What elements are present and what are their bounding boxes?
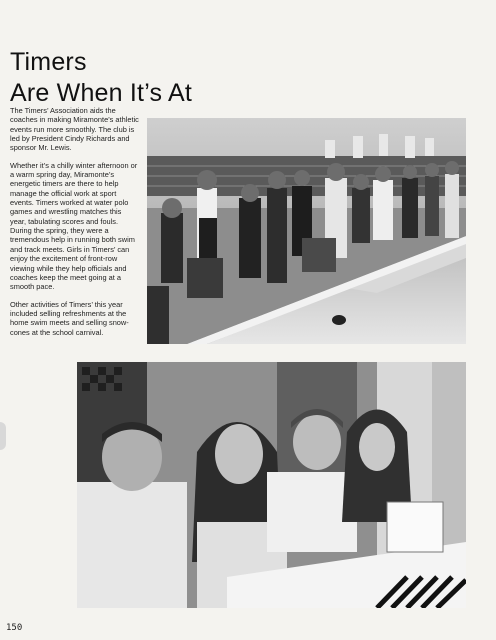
photo-poolside-timers [147,118,466,344]
title-line-1: Timers [10,47,87,76]
page-edge-tab [0,422,6,450]
paragraph-intro: The Timers’ Association aids the coaches in making Miramonte’s athletic events run more smoothly. The club is led by President Cindy Richards and sponsor Mr. Lewis. [10,106,139,153]
paragraph-activities: Whether it’s a chilly winter afternoon or a warm spring day, Miramonte’s energetic timers are there to help manage the official work at sport events. Timers worked at water polo games and wrestling matches this year, tabulating scores and fouls. During the spring, they were a tremendous help in running both swim and track meets. Girls in Timers’ can enjoy the excitement of front-row viewing while they help officials and coaches keep the meet going at a smooth pace. [10,160,138,292]
poolside-photo-image [147,118,466,344]
paragraph-other: Other activities of Timers’ this year included selling refreshments at the home swim meets and selling snow-cones at the school carnival. [10,299,129,337]
photo-scoring-table [77,362,466,608]
scoring-table-photo-image [77,362,466,608]
title-line-2: Are When It’s At [10,78,192,107]
article-body [10,106,139,345]
page-number: 150 [6,623,23,633]
page-title [10,47,192,109]
